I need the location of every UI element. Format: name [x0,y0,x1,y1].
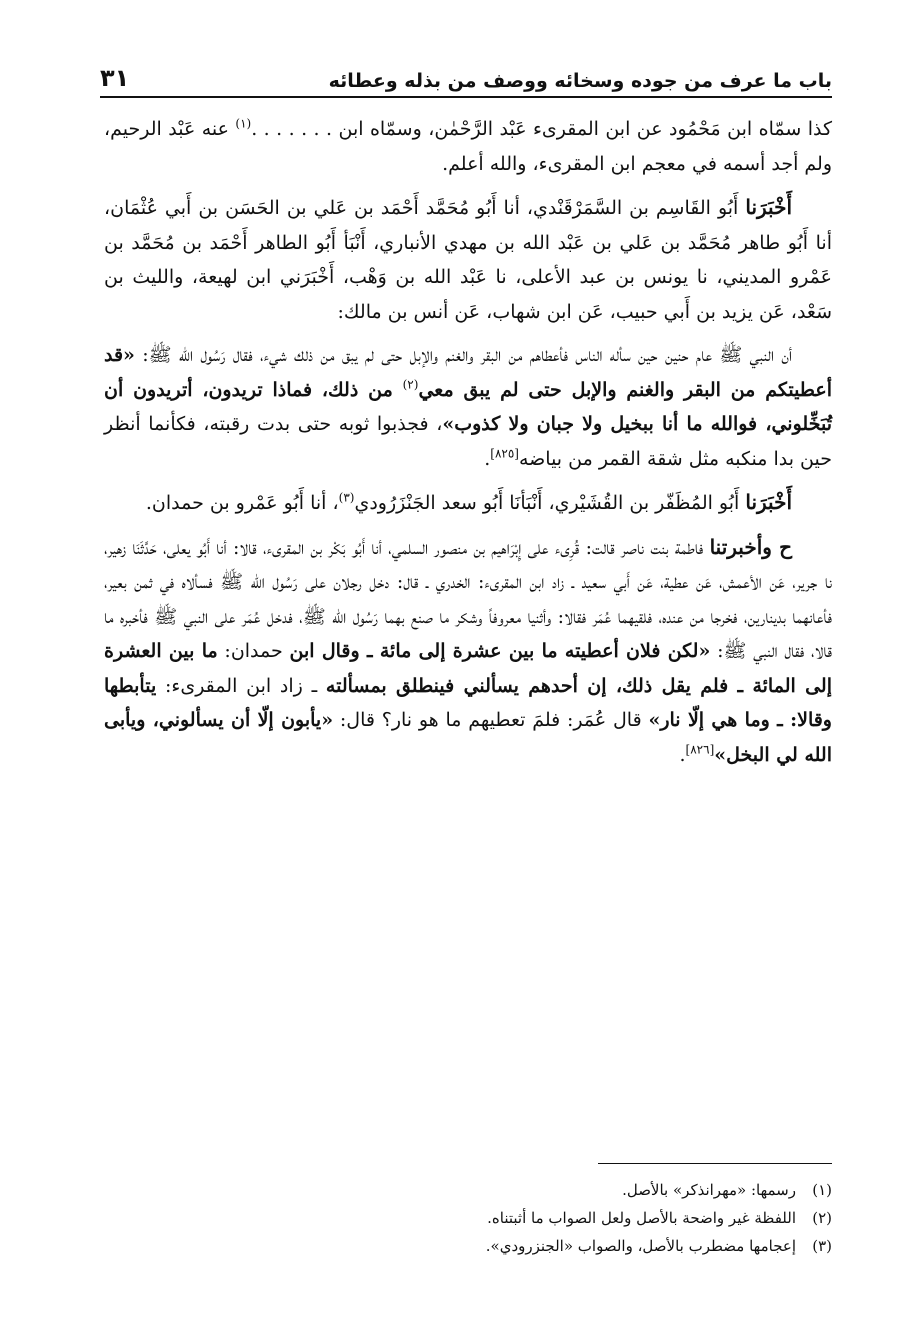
hadith-quote: «قد أعطيتكم من البقر والغنم والإبل حتى لم يبق معي [104,344,832,401]
footnote-number: (٢) [812,1209,832,1227]
footnote-marker: (٣) [338,490,355,505]
text-segment: . [679,743,686,766]
hadith-quote: «يأبون إلّا أن يسألوني، ويأبى الله لي البخل» [104,709,832,766]
chain-keyword: أَخْبَرَنا [745,195,792,219]
hadith-quote: يتأبطها وقالا: ـ وما هي إلّا نار» [104,674,832,731]
text-segment: . [484,447,491,470]
text-segment: ، أنا أَبُو عَمْرو بن حمدان. [145,492,339,514]
footnote-number: (١) [812,1181,832,1199]
chain-keyword: ح وأخبرتنا [709,534,793,559]
text-segment: أَبُو المُظَفّر بن القُشَيْري، أَنْبَأنَا أَبُو سعد الجَنْزَرُودي [354,492,746,514]
footnote-item [104,1204,832,1232]
footnote-text: إعجامها مضطرب بالأصل، والصواب «الجنزرودي». [485,1237,796,1255]
footnote-marker: (١) [235,116,252,131]
hadith-quote: «لكن فلان أعطيته ما بين عشرة إلى مائة ـ وقال ابن [289,640,711,662]
paragraph [104,338,832,476]
paragraph [104,112,832,181]
footnote-marker: [٨٢٦] [685,742,715,757]
text-segment: أَبُو القَاسِم بن السَّمَرْقَنْدي، أنا أَبُو مُحَمَّد أَحْمَد بن عَلي بن الحَسَن بن أَبي عُثْمَان، أنا أَبُو طاهر مُحَمَّد بن عَلي بن عَبْد الله بن مهدي الأنباري، أَنْبَأ أَبُو الطاهر أَحْمَد بن مُحَمَّد بن عَمْرو المديني، نا يونس بن عبد الأعلى، نا عَبْد الله بن وَهْب، أَخْبَرَني ابن لهيعة، والليث بن سَعْد، عَن يزيد بن أَبي حبيب، عَن ابن شهاب، عَن أنس بن مالك: [104,197,832,323]
text-segment: فاطمة بنت ناصر قالت: قُرِىء على إِبْرَاهيم بن منصور السلمي، أنا أَبُو بَكْر بن المقرىء، قالا: أنا أَبُو يعلى، حَدَّثَنَا زهير، نا جرير، عَن الأعمش، عَن عطية، عَن أَبي سعيد ـ زاد ابن المقرىء: الخدري ـ قال: دخل رجلان على رَسُول الله ﷺ فسألاه في ثمن بعير، فأعانهما بدينارين، فخرجا من عنده، فلقيهما عُمَر فقالا: وأثنيا معروفاً وشكر ما صنع بهما رَسُول الله ﷺ، فدخل عُمَر على النبي ﷺ فأخبره ما قالا، فقال النبي ﷺ: [104,536,832,662]
footnotes-list [104,1176,832,1260]
footnote-number: (٣) [812,1237,832,1255]
chain-keyword: أَخْبَرَنا [745,490,792,514]
footnote-item [104,1176,832,1204]
paragraph [104,485,832,521]
paragraph [104,530,832,773]
footnote-divider [598,1163,832,1164]
footnote-item [104,1232,832,1260]
footnote-marker: [٨٢٥] [490,446,519,461]
hadith-quote: ما بين العشرة إلى المائة ـ فلم يقل ذلك، إن أحدهم يسألني فينطلق بمسألته [104,640,832,697]
page-number: ٣١ [100,64,130,92]
text-segment: أن النبي ﷺ عام حنين حين سأله الناس فأعطاهم من البقر والغنم والإبل حتى لم يبق من ذلك شيء، فقال رَسُول الله ﷺ: [134,344,792,366]
paragraph [104,190,832,329]
main-text [104,112,832,781]
footnote-text: اللفظة غير واضحة بالأصل ولعل الصواب ما أثبتناه. [487,1209,796,1227]
text-segment: ـ زاد ابن المقرىء: [156,674,326,697]
hadith-quote: من ذلك، فماذا تريدون، أتريدون أن تُبَخِّلوني، فوالله ما أنا ببخيل ولا جبان ولا كذوب» [104,378,832,435]
text-segment: قال عُمَر: فلمَ تعطيهم ما هو نار؟ قال: [333,709,649,731]
footnote-text: رسمها: «مهرانذكر» بالأصل. [622,1181,796,1199]
text-segment: حمدان: [217,640,290,662]
text-segment: عنه عَبْد الرحيم، ولم أجد أسمه في معجم ابن المقرىء، والله أعلم. [104,118,832,175]
footnote-marker: (٢) [402,377,419,392]
running-title: باب ما عرف من جوده وسخائه ووصف من بذله وعطائه [328,70,832,92]
text-segment: كذا سمّاه ابن مَحْمُود عن ابن المقرىء عَبْد الرَّحْمٰن، وسمّاه ابن . . . . . . . [251,118,832,140]
text-segment: ، فجذبوا ثوبه حتى بدت رقبته، فكأنما أنظر حين بدا منكبه مثل شقة القمر من بياضه [104,413,832,470]
running-header [100,58,832,98]
